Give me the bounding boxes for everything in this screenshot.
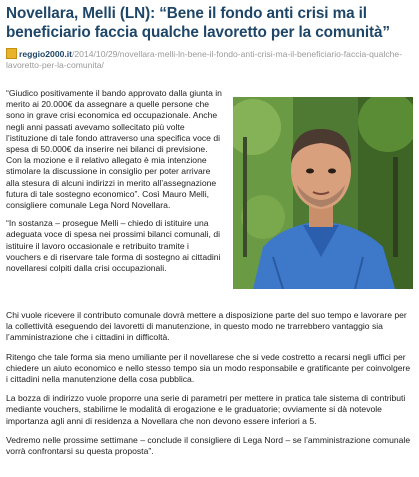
portrait-photo-image bbox=[233, 97, 413, 289]
paragraph: Ritengo che tale forma sia meno umiliante per il novellarese che si vede costretto a recarsi negli uffici per chiedere un aiuto economico e nello stesso tempo sia un modo responsabile e gratificante per coinvolgere i cittadini nella manutenzione della cosa pubblica. bbox=[6, 351, 411, 385]
paragraph: “In sostanza – prosegue Melli – chiedo di istituire una adeguata voce di spesa nei prossimi bilanci comunali, di istituire il lavoro occasionale e retribuito tramite i vouchers e di riservare tale forma di sostegno ai cittadini novellaresi colpiti dalla crisi occupazionali. bbox=[6, 218, 221, 274]
site-favicon-icon bbox=[6, 48, 17, 59]
article-intro-column bbox=[6, 88, 225, 281]
paragraph: “Giudico positivamente il bando approvato dalla giunta in merito ai 20.000€ da assegnare a quelle persone che sono in grave crisi economica ed occupazionale. Anche negli anni passati avevamo sollecitato più volte l’istituzione di tale fondo attraverso una specifica voce di spesa di 50.000€ da inserire nei bilanci di previsione. Con la mozione e il relativo allegato è mia intenzione stimolare la discussione in consiglio per poter arrivare alla stesura di alcuni indirizzi in merito all’assegnazione futura di tale sostegno economico”. Così Mauro Melli, consigliere comunale Lega Nord Novellara. bbox=[6, 88, 222, 211]
paragraph: Vedremo nelle prossime settimane – conclude il consigliere di Lega Nord – se l’amministrazione comunale vorrà confrontarsi su questa proposta”. bbox=[6, 434, 411, 457]
paragraph: Chi vuole ricevere il contributo comunale dovrà mettere a disposizione parte del suo tempo e lavorare per la collettività eseguendo dei lavoretti di manutenzione, in questo modo ne trarrebbero vantaggio sia l’amministrazione che i cittadini in difficoltà. bbox=[6, 310, 407, 343]
paragraph: La bozza di indirizzo vuole proporre una serie di parametri per mettere in pratica tale sistema di contributi mediante vouchers, stabilirne le modalità di erogazione e le graduatorie; ovviamente si dà notevole importanza agli anni di residenza a Novellara che non devono essere inferiori a 5. bbox=[6, 393, 406, 426]
portrait-photo bbox=[233, 97, 413, 289]
source-domain[interactable]: reggio2000.it bbox=[19, 49, 73, 59]
article-body bbox=[6, 310, 414, 465]
source-url[interactable] bbox=[6, 48, 416, 71]
source-path[interactable]: /2014/10/29/novellara-melli-ln-bene-il-fondo-anti-crisi-ma-il-beneficiario-faccia-qualche-lavoretto-per-la-comunita/ bbox=[6, 49, 403, 70]
article-title: Novellara, Melli (LN): “Bene il fondo anti crisi ma il beneficiario faccia qualche lavoretto per la comunità” bbox=[6, 5, 390, 41]
